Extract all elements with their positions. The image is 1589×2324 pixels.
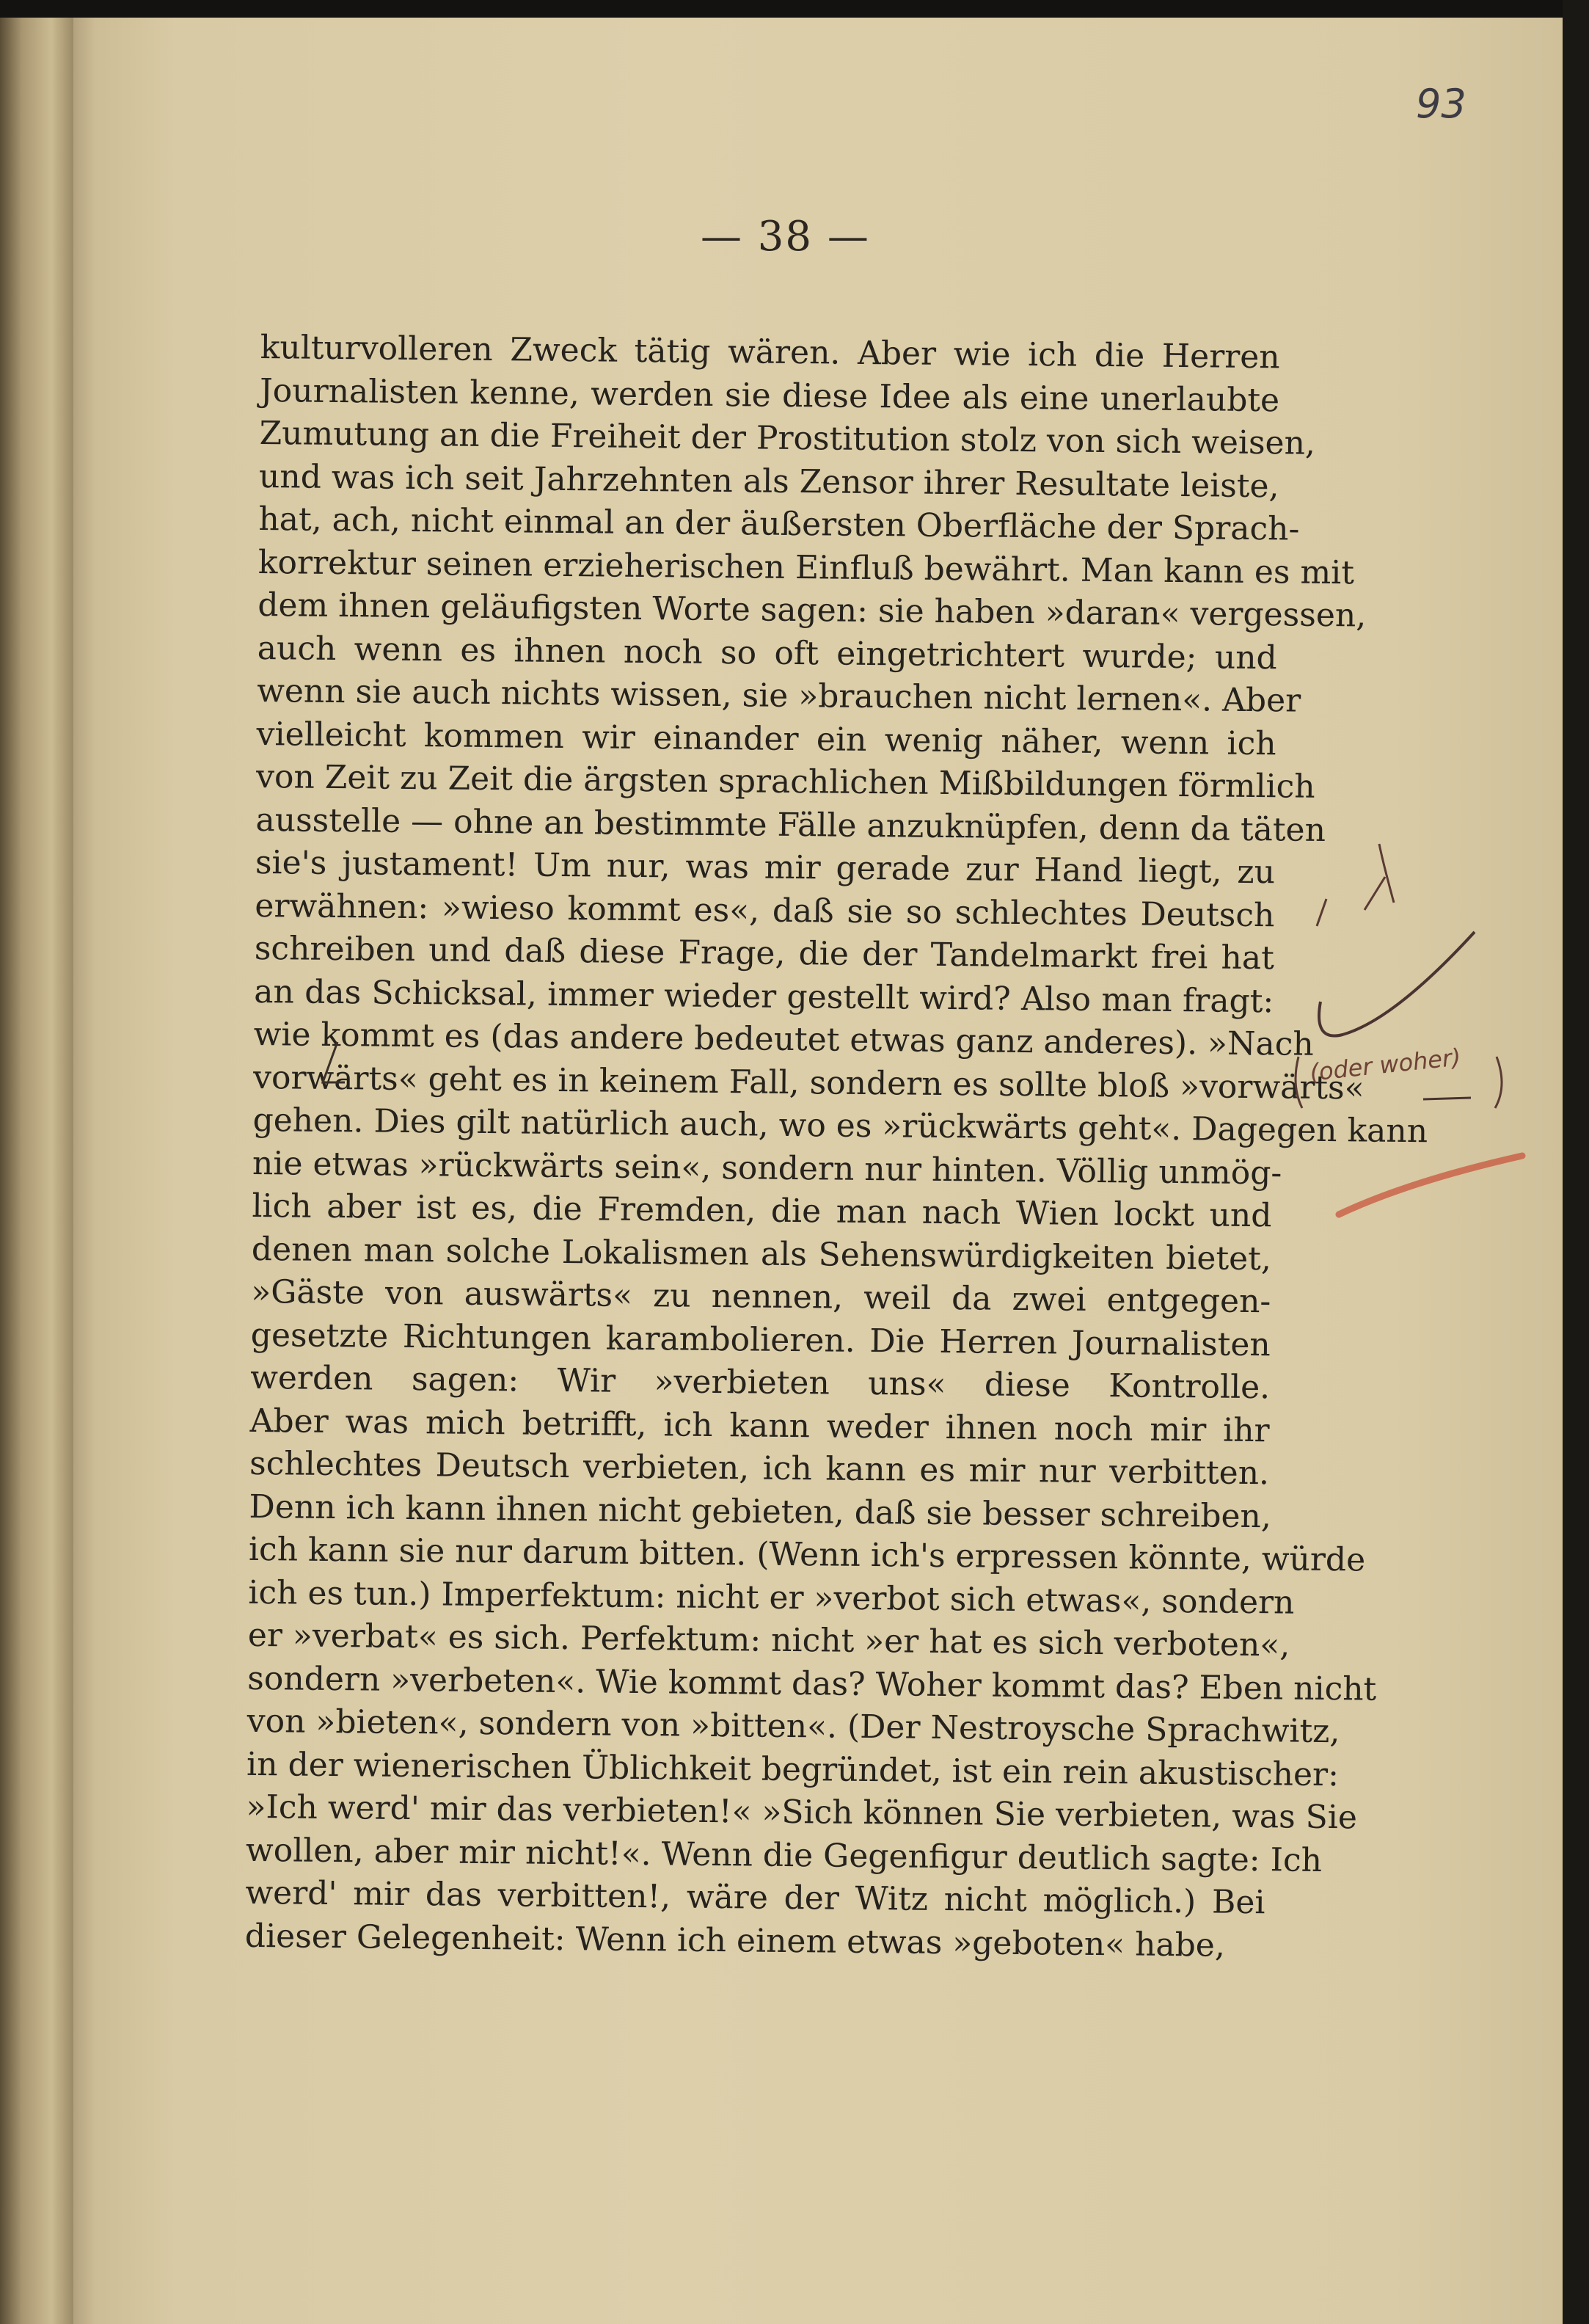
text-line: Denn ich kann ihnen nicht gebieten, daß sie besser schreiben,	[249, 1487, 1272, 1535]
text-line: hat, ach, nicht einmal an der äußersten Oberfläche der Sprach-	[258, 500, 1300, 548]
text-line: schreiben und daß diese Frage, die der Tandelmarkt frei hat	[254, 929, 1275, 977]
text-line: ausstelle — ohne an bestimmte Fälle anzuknüpfen, denn da täten	[255, 801, 1326, 849]
handwritten-folio-number: 93	[1416, 81, 1466, 127]
text-line: dem ihnen geläufigsten Worte sagen: sie haben »daran« vergessen,	[257, 586, 1367, 635]
text-line: an das Schicksal, immer wieder gestellt wird? Also man fragt:	[254, 972, 1274, 1020]
text-line: Aber was mich betrifft, ich kann weder ihnen noch mir ihr	[249, 1402, 1270, 1449]
margin-note: (oder woher)	[1308, 1043, 1463, 1087]
text-line: Journalisten kenne, werden sie diese Idee als eine unerlaubte	[259, 371, 1280, 419]
text-line: werd' mir das verbitten!, wäre der Witz nicht möglich.) Bei	[245, 1873, 1265, 1922]
text-line: und was ich seit Jahrzehnten als Zensor ihrer Resultate leiste,	[258, 457, 1279, 505]
page-number: — 38 —	[701, 213, 870, 261]
scan-border-right	[1563, 0, 1589, 2324]
text-line: er »verbat« es sich. Perfektum: nicht »er hat es sich verboten«,	[247, 1616, 1290, 1664]
text-line: vorwärts« geht es in keinem Fall, sondern es sollte bloß »vorwärts«	[252, 1058, 1365, 1107]
text-line: werden sagen: Wir »verbieten uns« diese Kontrolle.	[250, 1358, 1271, 1407]
text-line: sie's justament! Um nur, was mir gerade zur Hand liegt, zu	[255, 843, 1276, 892]
text-line: kulturvolleren Zweck tätig wären. Aber wie ich die Herren	[260, 328, 1280, 376]
text-line: korrektur seinen erzieherischen Einfluß bewährt. Man kann es mit	[257, 543, 1355, 591]
text-line: nie etwas »rückwärts sein«, sondern nur hinten. Völlig unmög-	[252, 1144, 1282, 1192]
scan-border	[0, 0, 1589, 18]
text-line: von Zeit zu Zeit die ärgsten sprachlichen Mißbildungen förmlich	[255, 757, 1315, 806]
text-line: gehen. Dies gilt natürlich auch, wo es »rückwärts geht«. Dagegen kann	[252, 1101, 1428, 1151]
text-line: Zumutung an die Freiheit der Prostitution stolz von sich weisen,	[259, 414, 1316, 462]
text-line: ich kann sie nur darum bitten. (Wenn ich's erpressen könnte, würde	[248, 1530, 1366, 1579]
text-line: in der wienerischen Üblichkeit begründet, ist ein rein akustischer:	[246, 1745, 1340, 1793]
text-line: von »bieten«, sondern von »bitten«. (Der Nestroysche Sprachwitz,	[246, 1702, 1340, 1751]
text-line: schlechtes Deutsch verbieten, ich kann es mir nur verbitten.	[249, 1444, 1270, 1493]
text-line: gesetzte Richtungen karambolieren. Die Herren Journalisten	[250, 1316, 1271, 1363]
text-line: »Ich werd' mir das verbieten!« »Sich können Sie verbieten, was Sie	[246, 1788, 1358, 1837]
text-line: sondern »verbeten«. Wie kommt das? Woher kommt das? Eben nicht	[247, 1659, 1377, 1708]
text-line: »Gäste von auswärts« zu nennen, weil da zwei entgegen-	[251, 1272, 1271, 1321]
text-line: vielleicht kommen wir einander ein wenig näher, wenn ich	[256, 715, 1276, 762]
text-line: auch wenn es ihnen noch so oft eingetrichtert wurde; und	[257, 629, 1277, 677]
text-line: wollen, aber mir nicht!«. Wenn die Gegenfigur deutlich sagte: Ich	[245, 1831, 1323, 1879]
facing-page-edge	[0, 18, 73, 2324]
text-line: denen man solche Lokalismen als Sehenswürdigkeiten bietet,	[251, 1230, 1272, 1278]
text-line: lich aber ist es, die Fremden, die man nach Wien lockt und	[252, 1187, 1272, 1235]
text-line: wenn sie auch nichts wissen, sie »brauchen nicht lernen«. Aber	[256, 671, 1301, 720]
text-line: erwähnen: »wieso kommt es«, daß sie so schlechtes Deutsch	[255, 886, 1275, 934]
text-line: wie kommt es (das andere bedeutet etwas ganz anderes). »Nach	[253, 1015, 1314, 1063]
text-line: dieser Gelegenheit: Wenn ich einem etwas »geboten« habe,	[244, 1917, 1226, 1964]
text-line: ich es tun.) Imperfektum: nicht er »verbot sich etwas«, sondern	[248, 1573, 1295, 1622]
